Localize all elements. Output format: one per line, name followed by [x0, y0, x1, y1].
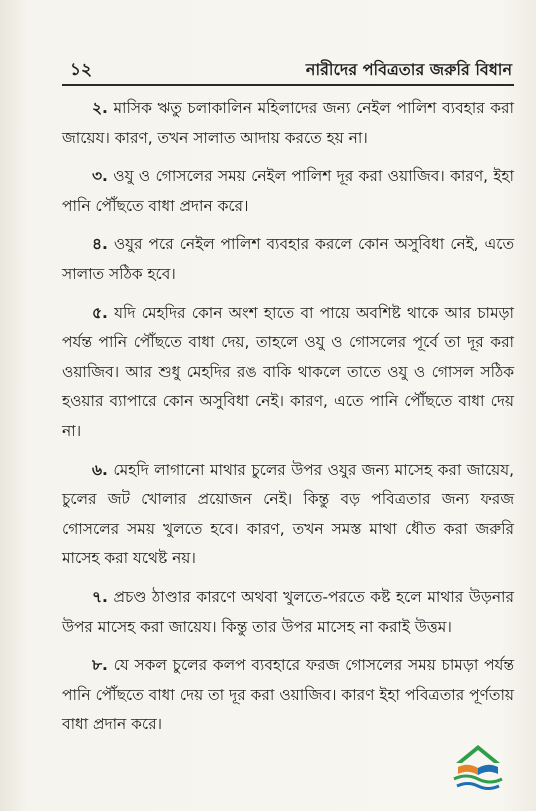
- paragraph-7: [62, 583, 514, 642]
- paragraph-number: ৩.: [92, 167, 108, 186]
- logo-wave-2: [457, 784, 499, 789]
- paragraph-text: যদি মেহদির কোন অংশ হাতে বা পায়ে অবশিষ্ট থাকে আর চামড়া পর্যন্ত পানি পৌঁছতে বাধা দেয়, তাহলে ওযু ও গোসলের পূর্বে তা দূর করা ওয়াজিব। আর শুধু মেহদির রঙ বাকি থাকলে তাতে ওযু ও গোসল সঠিক হওয়ার ব্যাপারে কোন অসুবিধা নেই। কারণ, এতে পানি পৌঁছতে বাধা দেয় না।: [62, 303, 514, 440]
- logo-roof-shape: [456, 745, 500, 763]
- running-title: নারীদের পবিত্রতার জরুরি বিধান: [305, 60, 512, 79]
- header-divider: [62, 84, 514, 86]
- logo-book-right: [478, 765, 498, 775]
- paragraph-text: যে সকল চুলের কলপ ব্যবহারে ফরজ গোসলের সময় চামড়া পর্যন্ত পানি পৌঁছতে বাধা দেয় তা দূর করা ওয়াজিব। কারণ ইহা পবিত্রতার পূর্ণতায় বাধা প্রদান করে।: [62, 656, 514, 734]
- paragraph-8: [62, 651, 514, 740]
- paragraph-2: [62, 94, 514, 153]
- page-number: ১২: [70, 60, 93, 80]
- paragraph-5: [62, 299, 514, 447]
- paragraph-text: প্রচণ্ড ঠাণ্ডার কারণে অথবা খুলতে-পরতে কষ্ট হলে মাথার উড়নার উপর মাসেহ করা জায়েয। কিন্তু তার উপর মাসেহ না করাই উত্তম।: [62, 587, 514, 636]
- paragraph-text: ওযু ও গোসলের সময় নেইল পালিশ দূর করা ওয়াজিব। কারণ, ইহা পানি পৌঁছতে বাধা প্রদান করে।: [62, 167, 514, 215]
- paragraph-number: ৬.: [92, 460, 108, 479]
- paragraph-text: মেহদি লাগানো মাথার চুলের উপর ওযুর জন্য মাসেহ করা জায়েয, চুলের জট খোলার প্রয়োজন নেই। কিন্তু বড় পবিত্রতার জন্য ফরজ গোসলের সময় খুলতে হবে। কারণ, তখন সমস্ত মাথা ধৌত করা জরুরি মাসেহ করা যথেষ্ট নয়।: [62, 460, 514, 568]
- paragraph-number: ৮.: [92, 656, 108, 675]
- paragraph-number: ২.: [92, 99, 108, 117]
- paragraph-number: ৭.: [92, 587, 108, 606]
- paragraph-number: ৪.: [92, 235, 108, 254]
- paragraph-text: মাসিক ঋতু চলাকালিন মহিলাদের জন্য নেইল পালিশ ব্যবহার করা জায়েয। কারণ, তখন সালাত আদায় করতে হয় না।: [62, 99, 514, 147]
- publisher-logo-icon: [448, 737, 508, 797]
- paragraph-text: ওযুর পরে নেইল পালিশ ব্যবহার করলে কোন অসুবিধা নেই, এতে সালাত সঠিক হবে।: [62, 235, 514, 283]
- page-body: [62, 94, 514, 749]
- page-header: [62, 52, 514, 88]
- paragraph-number: ৫.: [92, 303, 108, 322]
- publisher-logo-graphic: [448, 737, 508, 797]
- logo-wave-1: [454, 776, 502, 782]
- paragraph-6: [62, 456, 514, 574]
- paragraph-4: [62, 230, 514, 289]
- logo-book-left: [458, 765, 478, 775]
- paragraph-3: [62, 162, 514, 221]
